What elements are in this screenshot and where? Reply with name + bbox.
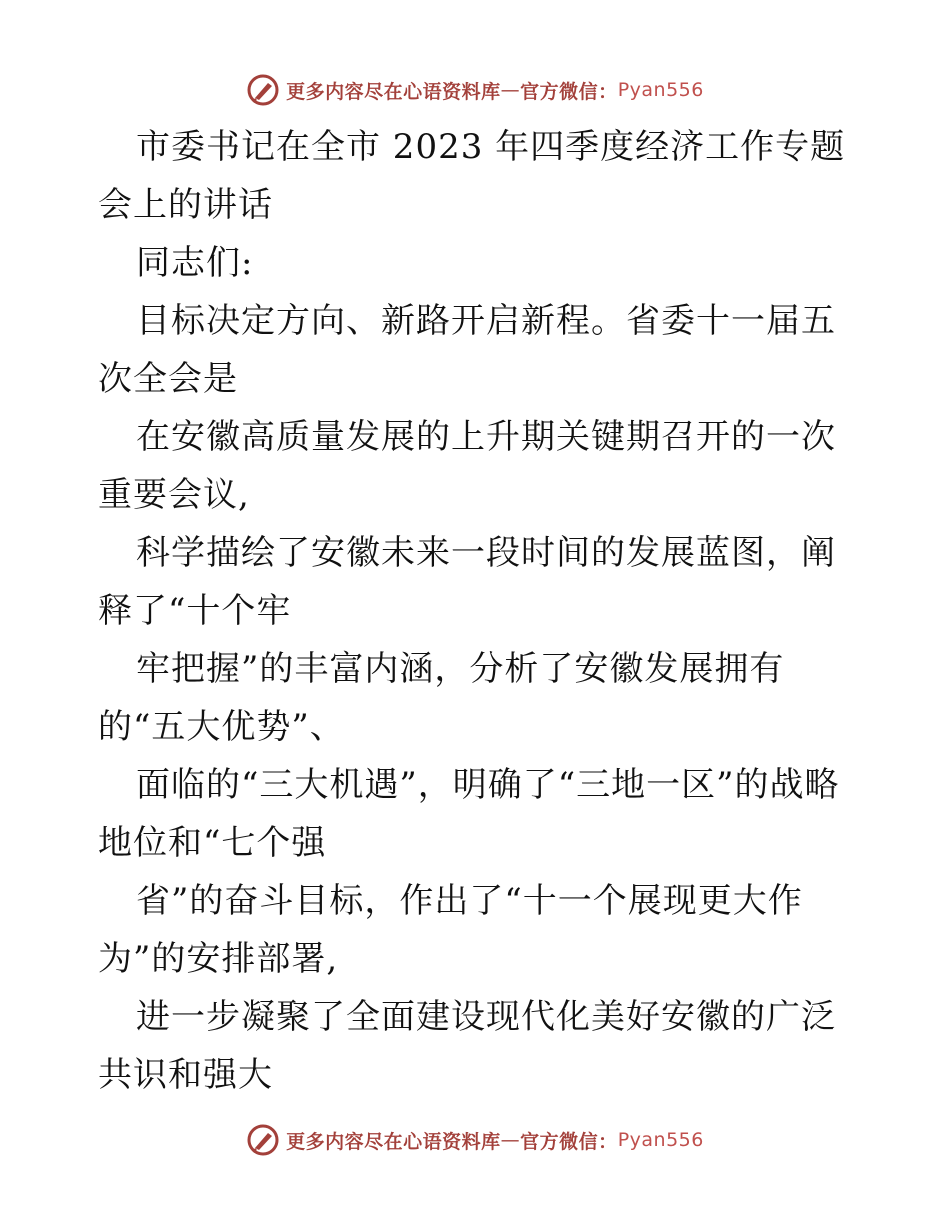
banner-official-label: 官方微信： <box>520 1130 618 1153</box>
banner-official-label: 官方微信： <box>520 80 618 103</box>
salutation: 同志们: <box>136 243 254 283</box>
banner-separator: — <box>500 79 521 101</box>
banner-separator: — <box>500 1129 521 1151</box>
banner-wechat-id: Pyan556 <box>617 1129 704 1151</box>
document-body <box>98 118 858 1104</box>
footer-watermark-banner <box>0 1120 950 1160</box>
banner-brand-text: 更多内容尽在心语资料库 <box>286 80 501 103</box>
body-line: 科学描绘了安徽未来一段时间的发展蓝图，阐释了“十个牢 <box>98 533 836 631</box>
banner-wechat-id: Pyan556 <box>617 79 704 101</box>
body-line: 面临的“三大机遇”，明确了“三地一区”的战略地位和“七个强 <box>98 765 840 863</box>
body-line: 进一步凝聚了全面建设现代化美好安徽的广泛共识和强大 <box>98 997 836 1095</box>
header-watermark-banner <box>0 70 950 110</box>
document-title: 市委书记在全市 2023 年四季度经济工作专题会上的讲话 <box>98 127 846 225</box>
body-line: 省”的奋斗目标，作出了“十一个展现更大作为”的安排部署, <box>98 881 803 979</box>
body-line: 目标决定方向、新路开启新程。省委十一届五次全会是 <box>98 301 836 399</box>
banner-brand-text: 更多内容尽在心语资料库 <box>286 1130 501 1153</box>
pen-logo-icon <box>246 1123 280 1157</box>
body-line: 牢把握”的丰富内涵，分析了安徽发展拥有的“五大优势”、 <box>98 649 785 747</box>
body-line: 在安徽高质量发展的上升期关键期召开的一次重要会议, <box>98 417 836 515</box>
pen-logo-icon <box>246 73 280 107</box>
